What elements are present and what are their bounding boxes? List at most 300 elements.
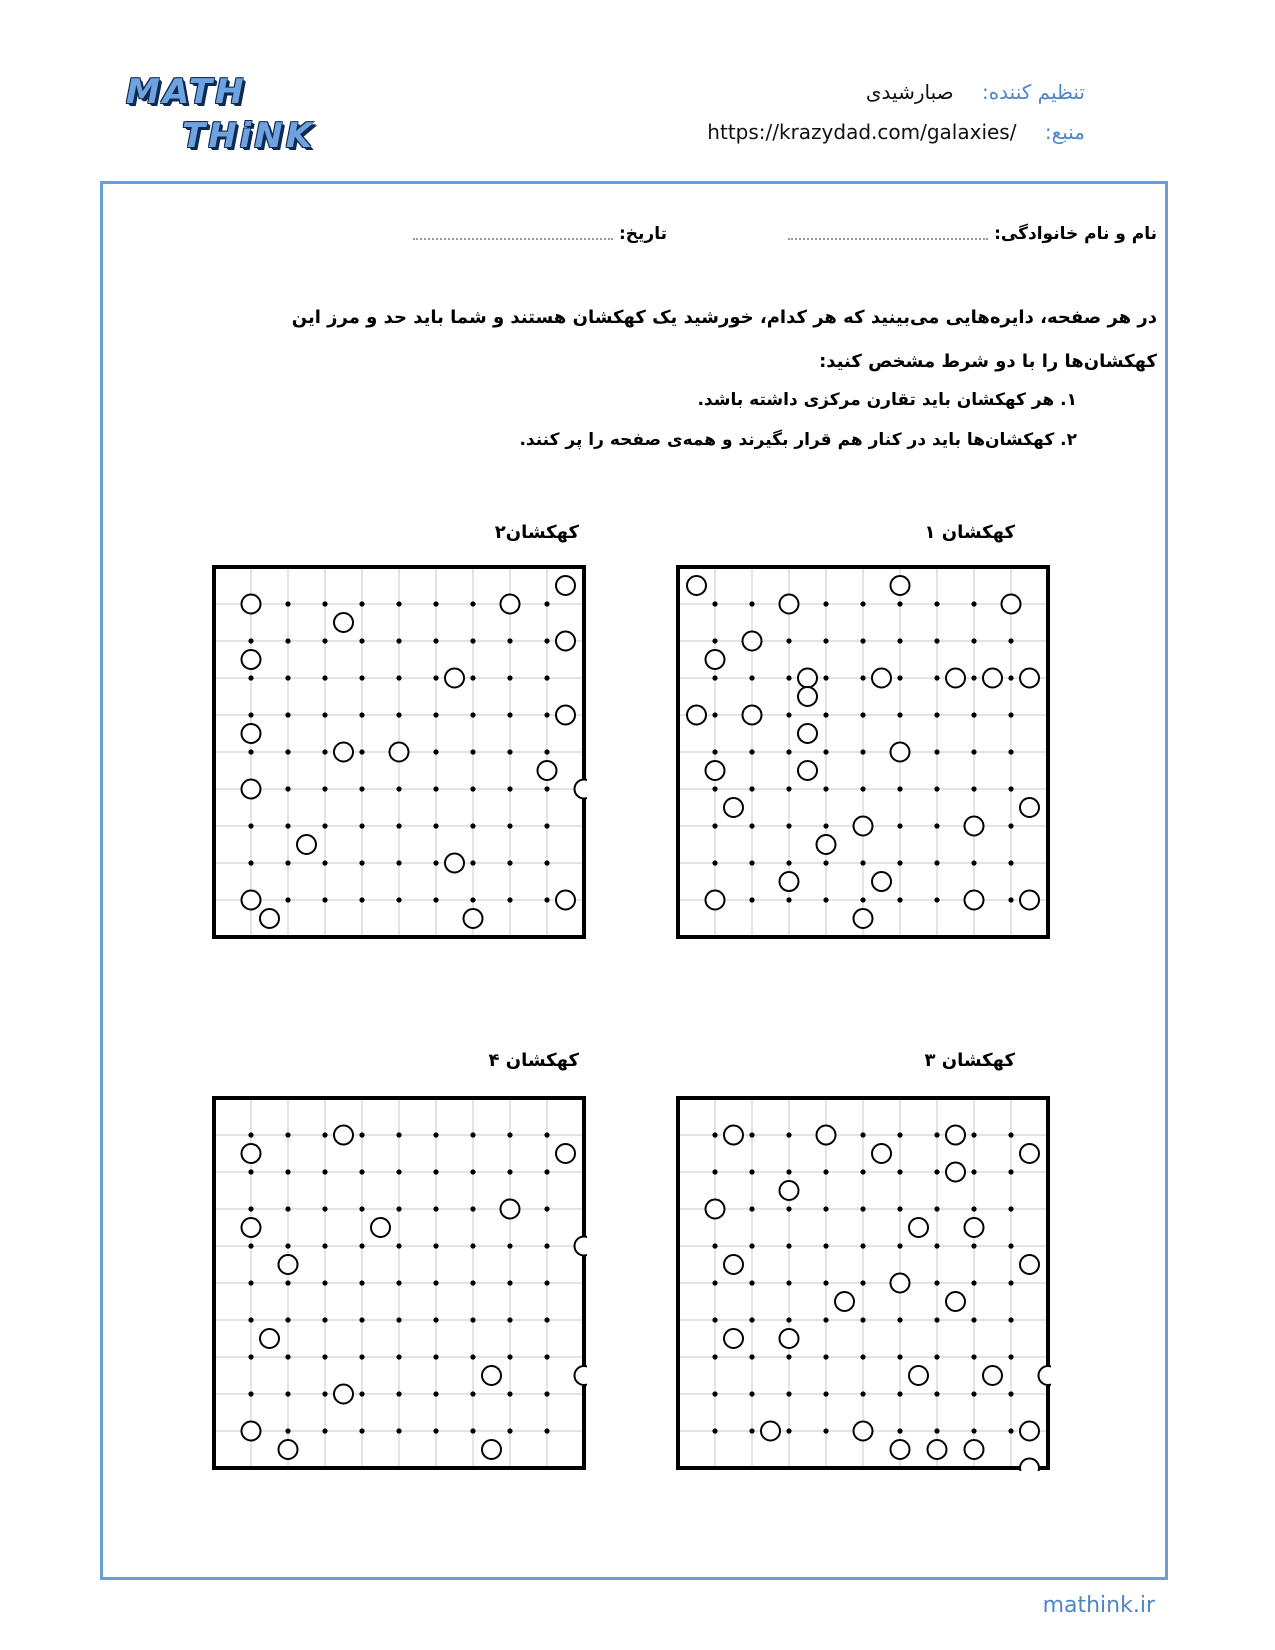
grid-dot[interactable]: [712, 1354, 717, 1359]
grid-dot[interactable]: [544, 1280, 549, 1285]
grid-dot[interactable]: [396, 1428, 401, 1433]
grid-dot[interactable]: [433, 749, 438, 754]
grid-dot[interactable]: [470, 749, 475, 754]
grid-dot[interactable]: [433, 1280, 438, 1285]
grid-dot[interactable]: [507, 749, 512, 754]
grid-dot[interactable]: [897, 601, 902, 606]
grid-dot[interactable]: [971, 786, 976, 791]
footer-site-link[interactable]: mathink.ir: [1042, 1593, 1155, 1618]
grid-dot[interactable]: [749, 1280, 754, 1285]
grid-dot[interactable]: [823, 1169, 828, 1174]
grid-dot[interactable]: [470, 1280, 475, 1285]
grid-dot[interactable]: [507, 786, 512, 791]
grid-dot[interactable]: [897, 823, 902, 828]
grid-dot[interactable]: [470, 1428, 475, 1433]
grid-dot[interactable]: [934, 1280, 939, 1285]
grid-dot[interactable]: [322, 1280, 327, 1285]
grid-dot[interactable]: [396, 601, 401, 606]
grid-dot[interactable]: [285, 1391, 290, 1396]
grid-dot[interactable]: [712, 1317, 717, 1322]
grid-dot[interactable]: [507, 1169, 512, 1174]
grid-dot[interactable]: [971, 675, 976, 680]
grid-dot[interactable]: [544, 1206, 549, 1211]
grid-dot[interactable]: [359, 1132, 364, 1137]
grid-dot[interactable]: [971, 1391, 976, 1396]
grid-dot[interactable]: [786, 1428, 791, 1433]
grid-dot[interactable]: [396, 1206, 401, 1211]
grid-dot[interactable]: [823, 1243, 828, 1248]
grid-dot[interactable]: [823, 749, 828, 754]
grid-dot[interactable]: [823, 601, 828, 606]
grid-dot[interactable]: [786, 1354, 791, 1359]
grid-dot[interactable]: [396, 823, 401, 828]
grid-dot[interactable]: [285, 1280, 290, 1285]
grid-dot[interactable]: [860, 1169, 865, 1174]
grid-dot[interactable]: [470, 786, 475, 791]
grid-dot[interactable]: [1008, 1132, 1013, 1137]
grid-dot[interactable]: [396, 1280, 401, 1285]
grid-dot[interactable]: [544, 675, 549, 680]
grid-dot[interactable]: [322, 675, 327, 680]
grid-dot[interactable]: [934, 897, 939, 902]
grid-dot[interactable]: [823, 1391, 828, 1396]
grid-dot[interactable]: [285, 749, 290, 754]
grid-dot[interactable]: [897, 712, 902, 717]
grid-dot[interactable]: [934, 675, 939, 680]
grid-dot[interactable]: [860, 1132, 865, 1137]
grid-dot[interactable]: [860, 1354, 865, 1359]
grid-dot[interactable]: [507, 860, 512, 865]
grid-dot[interactable]: [786, 823, 791, 828]
grid-dot[interactable]: [507, 1354, 512, 1359]
grid-dot[interactable]: [285, 1428, 290, 1433]
grid-dot[interactable]: [359, 1354, 364, 1359]
grid-dot[interactable]: [544, 712, 549, 717]
grid-dot[interactable]: [396, 1354, 401, 1359]
grid-dot[interactable]: [934, 1243, 939, 1248]
grid-dot[interactable]: [897, 1391, 902, 1396]
grid-dot[interactable]: [934, 638, 939, 643]
grid-dot[interactable]: [1008, 712, 1013, 717]
grid-dot[interactable]: [1008, 1280, 1013, 1285]
grid-dot[interactable]: [971, 1206, 976, 1211]
grid-dot[interactable]: [470, 675, 475, 680]
grid-dot[interactable]: [470, 601, 475, 606]
grid-dot[interactable]: [322, 1169, 327, 1174]
grid-dot[interactable]: [248, 1169, 253, 1174]
grid-dot[interactable]: [359, 1169, 364, 1174]
grid-dot[interactable]: [359, 675, 364, 680]
grid-dot[interactable]: [359, 1280, 364, 1285]
grid-dot[interactable]: [433, 1391, 438, 1396]
grid-dot[interactable]: [470, 1132, 475, 1137]
grid-dot[interactable]: [897, 1317, 902, 1322]
grid-dot[interactable]: [971, 860, 976, 865]
grid-dot[interactable]: [396, 712, 401, 717]
grid-dot[interactable]: [359, 712, 364, 717]
grid-dot[interactable]: [285, 786, 290, 791]
grid-dot[interactable]: [507, 823, 512, 828]
grid-dot[interactable]: [823, 712, 828, 717]
grid-dot[interactable]: [971, 638, 976, 643]
grid-dot[interactable]: [786, 897, 791, 902]
grid-dot[interactable]: [749, 1169, 754, 1174]
grid-dot[interactable]: [749, 1317, 754, 1322]
grid-dot[interactable]: [860, 1280, 865, 1285]
grid-dot[interactable]: [322, 638, 327, 643]
grid-dot[interactable]: [248, 860, 253, 865]
grid-dot[interactable]: [248, 712, 253, 717]
grid-dot[interactable]: [433, 823, 438, 828]
grid-dot[interactable]: [433, 897, 438, 902]
grid-dot[interactable]: [507, 1428, 512, 1433]
grid-dot[interactable]: [823, 1354, 828, 1359]
grid-dot[interactable]: [1008, 675, 1013, 680]
grid-dot[interactable]: [712, 1428, 717, 1433]
grid-dot[interactable]: [860, 897, 865, 902]
grid-dot[interactable]: [470, 1243, 475, 1248]
grid-dot[interactable]: [786, 712, 791, 717]
grid-dot[interactable]: [934, 860, 939, 865]
grid-dot[interactable]: [1008, 860, 1013, 865]
grid-dot[interactable]: [860, 675, 865, 680]
grid-dot[interactable]: [749, 1243, 754, 1248]
grid-dot[interactable]: [971, 1243, 976, 1248]
grid-dot[interactable]: [712, 675, 717, 680]
grid-dot[interactable]: [507, 675, 512, 680]
grid-dot[interactable]: [396, 1317, 401, 1322]
grid-dot[interactable]: [823, 786, 828, 791]
grid-dot[interactable]: [322, 860, 327, 865]
grid-dot[interactable]: [860, 1206, 865, 1211]
puzzle-2-grid[interactable]: [211, 564, 587, 940]
grid-dot[interactable]: [285, 823, 290, 828]
grid-dot[interactable]: [786, 1391, 791, 1396]
grid-dot[interactable]: [934, 601, 939, 606]
grid-dot[interactable]: [712, 712, 717, 717]
grid-dot[interactable]: [248, 1391, 253, 1396]
grid-dot[interactable]: [897, 1354, 902, 1359]
grid-dot[interactable]: [712, 601, 717, 606]
grid-dot[interactable]: [823, 1317, 828, 1322]
grid-dot[interactable]: [433, 786, 438, 791]
grid-dot[interactable]: [823, 1206, 828, 1211]
grid-dot[interactable]: [786, 860, 791, 865]
puzzle-3-grid[interactable]: [675, 1095, 1051, 1471]
grid-dot[interactable]: [749, 823, 754, 828]
grid-dot[interactable]: [433, 1428, 438, 1433]
grid-dot[interactable]: [544, 1354, 549, 1359]
grid-dot[interactable]: [285, 675, 290, 680]
grid-dot[interactable]: [786, 1317, 791, 1322]
grid-dot[interactable]: [712, 823, 717, 828]
grid-dot[interactable]: [322, 897, 327, 902]
grid-dot[interactable]: [971, 601, 976, 606]
grid-dot[interactable]: [544, 1391, 549, 1396]
name-field[interactable]: [788, 224, 1157, 244]
grid-dot[interactable]: [285, 638, 290, 643]
grid-dot[interactable]: [897, 786, 902, 791]
grid-dot[interactable]: [433, 712, 438, 717]
grid-dot[interactable]: [322, 823, 327, 828]
grid-dot[interactable]: [786, 638, 791, 643]
grid-dot[interactable]: [749, 1206, 754, 1211]
grid-dot[interactable]: [749, 601, 754, 606]
grid-dot[interactable]: [544, 601, 549, 606]
grid-dot[interactable]: [322, 1391, 327, 1396]
grid-dot[interactable]: [897, 638, 902, 643]
grid-dot[interactable]: [897, 1428, 902, 1433]
grid-dot[interactable]: [248, 749, 253, 754]
grid-dot[interactable]: [823, 823, 828, 828]
grid-dot[interactable]: [1008, 1317, 1013, 1322]
grid-dot[interactable]: [823, 1428, 828, 1433]
grid-dot[interactable]: [860, 1391, 865, 1396]
grid-dot[interactable]: [749, 675, 754, 680]
grid-dot[interactable]: [786, 1169, 791, 1174]
grid-dot[interactable]: [712, 1280, 717, 1285]
grid-dot[interactable]: [934, 823, 939, 828]
grid-dot[interactable]: [322, 1132, 327, 1137]
grid-dot[interactable]: [470, 823, 475, 828]
grid-dot[interactable]: [712, 786, 717, 791]
grid-dot[interactable]: [1008, 1169, 1013, 1174]
puzzle-4-grid[interactable]: [211, 1095, 587, 1471]
grid-dot[interactable]: [860, 860, 865, 865]
grid-dot[interactable]: [248, 823, 253, 828]
grid-dot[interactable]: [934, 749, 939, 754]
grid-dot[interactable]: [507, 712, 512, 717]
date-field[interactable]: [413, 224, 667, 244]
grid-dot[interactable]: [322, 1206, 327, 1211]
grid-dot[interactable]: [934, 1354, 939, 1359]
grid-dot[interactable]: [971, 749, 976, 754]
grid-dot[interactable]: [396, 1132, 401, 1137]
grid-dot[interactable]: [860, 638, 865, 643]
grid-dot[interactable]: [1008, 1206, 1013, 1211]
grid-dot[interactable]: [823, 897, 828, 902]
grid-dot[interactable]: [322, 749, 327, 754]
grid-dot[interactable]: [712, 1169, 717, 1174]
grid-dot[interactable]: [749, 1428, 754, 1433]
grid-dot[interactable]: [248, 1243, 253, 1248]
grid-dot[interactable]: [285, 1317, 290, 1322]
grid-dot[interactable]: [823, 638, 828, 643]
grid-dot[interactable]: [433, 1317, 438, 1322]
grid-dot[interactable]: [749, 786, 754, 791]
grid-dot[interactable]: [396, 675, 401, 680]
grid-dot[interactable]: [248, 638, 253, 643]
grid-dot[interactable]: [470, 1354, 475, 1359]
grid-dot[interactable]: [786, 675, 791, 680]
grid-dot[interactable]: [971, 1169, 976, 1174]
grid-dot[interactable]: [897, 675, 902, 680]
grid-dot[interactable]: [934, 1317, 939, 1322]
grid-dot[interactable]: [897, 1206, 902, 1211]
grid-dot[interactable]: [1008, 1354, 1013, 1359]
grid-dot[interactable]: [507, 1317, 512, 1322]
grid-dot[interactable]: [1008, 786, 1013, 791]
grid-dot[interactable]: [396, 1169, 401, 1174]
grid-dot[interactable]: [749, 1354, 754, 1359]
grid-dot[interactable]: [322, 601, 327, 606]
grid-dot[interactable]: [897, 1243, 902, 1248]
grid-dot[interactable]: [897, 1132, 902, 1137]
grid-dot[interactable]: [1008, 638, 1013, 643]
grid-dot[interactable]: [396, 1243, 401, 1248]
grid-dot[interactable]: [433, 601, 438, 606]
puzzle-1-grid[interactable]: [675, 564, 1051, 940]
grid-dot[interactable]: [359, 1391, 364, 1396]
grid-dot[interactable]: [934, 1206, 939, 1211]
grid-dot[interactable]: [712, 860, 717, 865]
grid-dot[interactable]: [507, 1280, 512, 1285]
grid-dot[interactable]: [1008, 749, 1013, 754]
grid-dot[interactable]: [860, 601, 865, 606]
grid-dot[interactable]: [712, 1243, 717, 1248]
grid-dot[interactable]: [934, 1391, 939, 1396]
grid-dot[interactable]: [749, 1391, 754, 1396]
grid-dot[interactable]: [971, 1132, 976, 1137]
grid-dot[interactable]: [359, 860, 364, 865]
grid-dot[interactable]: [322, 1317, 327, 1322]
grid-dot[interactable]: [823, 860, 828, 865]
grid-dot[interactable]: [470, 897, 475, 902]
grid-dot[interactable]: [971, 712, 976, 717]
grid-dot[interactable]: [823, 675, 828, 680]
grid-dot[interactable]: [507, 1243, 512, 1248]
grid-dot[interactable]: [285, 712, 290, 717]
grid-dot[interactable]: [248, 1132, 253, 1137]
grid-dot[interactable]: [749, 897, 754, 902]
grid-dot[interactable]: [786, 1132, 791, 1137]
grid-dot[interactable]: [359, 823, 364, 828]
grid-dot[interactable]: [396, 1391, 401, 1396]
grid-dot[interactable]: [544, 749, 549, 754]
grid-dot[interactable]: [359, 638, 364, 643]
grid-dot[interactable]: [359, 786, 364, 791]
grid-dot[interactable]: [285, 860, 290, 865]
grid-dot[interactable]: [749, 749, 754, 754]
grid-dot[interactable]: [860, 1317, 865, 1322]
grid-dot[interactable]: [285, 1132, 290, 1137]
grid-dot[interactable]: [712, 1132, 717, 1137]
grid-dot[interactable]: [544, 897, 549, 902]
grid-dot[interactable]: [285, 1206, 290, 1211]
grid-dot[interactable]: [934, 786, 939, 791]
grid-dot[interactable]: [433, 860, 438, 865]
grid-dot[interactable]: [507, 1391, 512, 1396]
grid-dot[interactable]: [860, 786, 865, 791]
grid-dot[interactable]: [322, 786, 327, 791]
grid-dot[interactable]: [749, 1132, 754, 1137]
grid-dot[interactable]: [544, 1169, 549, 1174]
grid-dot[interactable]: [433, 638, 438, 643]
grid-dot[interactable]: [433, 1354, 438, 1359]
grid-dot[interactable]: [544, 786, 549, 791]
grid-dot[interactable]: [285, 1354, 290, 1359]
grid-dot[interactable]: [712, 638, 717, 643]
grid-dot[interactable]: [470, 638, 475, 643]
grid-dot[interactable]: [544, 1243, 549, 1248]
grid-dot[interactable]: [248, 1280, 253, 1285]
grid-dot[interactable]: [544, 1132, 549, 1137]
grid-dot[interactable]: [359, 749, 364, 754]
grid-dot[interactable]: [1008, 1391, 1013, 1396]
grid-dot[interactable]: [322, 1243, 327, 1248]
grid-dot[interactable]: [470, 1317, 475, 1322]
grid-dot[interactable]: [971, 1317, 976, 1322]
grid-dot[interactable]: [322, 1428, 327, 1433]
grid-dot[interactable]: [396, 786, 401, 791]
grid-dot[interactable]: [285, 601, 290, 606]
grid-dot[interactable]: [470, 712, 475, 717]
grid-dot[interactable]: [860, 749, 865, 754]
grid-dot[interactable]: [248, 1317, 253, 1322]
grid-dot[interactable]: [712, 749, 717, 754]
grid-dot[interactable]: [1008, 897, 1013, 902]
grid-dot[interactable]: [322, 1354, 327, 1359]
grid-dot[interactable]: [507, 638, 512, 643]
grid-dot[interactable]: [1008, 823, 1013, 828]
date-blank[interactable]: [413, 228, 613, 240]
grid-dot[interactable]: [897, 1169, 902, 1174]
grid-dot[interactable]: [934, 712, 939, 717]
grid-dot[interactable]: [248, 675, 253, 680]
grid-dot[interactable]: [786, 1243, 791, 1248]
grid-dot[interactable]: [433, 1206, 438, 1211]
grid-dot[interactable]: [470, 1206, 475, 1211]
grid-dot[interactable]: [359, 897, 364, 902]
grid-dot[interactable]: [544, 860, 549, 865]
grid-dot[interactable]: [396, 860, 401, 865]
grid-dot[interactable]: [786, 1206, 791, 1211]
grid-dot[interactable]: [396, 897, 401, 902]
grid-dot[interactable]: [749, 860, 754, 865]
grid-dot[interactable]: [971, 1280, 976, 1285]
grid-dot[interactable]: [934, 1169, 939, 1174]
name-blank[interactable]: [788, 228, 988, 240]
grid-dot[interactable]: [470, 1169, 475, 1174]
grid-dot[interactable]: [860, 1243, 865, 1248]
grid-dot[interactable]: [1008, 1428, 1013, 1433]
source-link[interactable]: https://krazydad.com/galaxies/: [707, 120, 1017, 144]
grid-dot[interactable]: [433, 1132, 438, 1137]
grid-dot[interactable]: [860, 712, 865, 717]
grid-dot[interactable]: [396, 638, 401, 643]
grid-dot[interactable]: [786, 1280, 791, 1285]
grid-dot[interactable]: [544, 1428, 549, 1433]
grid-dot[interactable]: [359, 1206, 364, 1211]
grid-dot[interactable]: [470, 1391, 475, 1396]
grid-dot[interactable]: [544, 823, 549, 828]
grid-dot[interactable]: [544, 1317, 549, 1322]
grid-dot[interactable]: [1008, 1243, 1013, 1248]
grid-dot[interactable]: [359, 1428, 364, 1433]
grid-dot[interactable]: [971, 1428, 976, 1433]
grid-dot[interactable]: [285, 897, 290, 902]
grid-dot[interactable]: [433, 1169, 438, 1174]
grid-dot[interactable]: [322, 712, 327, 717]
grid-dot[interactable]: [934, 1132, 939, 1137]
grid-dot[interactable]: [433, 1243, 438, 1248]
grid-dot[interactable]: [359, 1317, 364, 1322]
grid-dot[interactable]: [897, 860, 902, 865]
grid-dot[interactable]: [971, 1354, 976, 1359]
grid-dot[interactable]: [359, 601, 364, 606]
grid-dot[interactable]: [544, 638, 549, 643]
grid-dot[interactable]: [359, 1243, 364, 1248]
